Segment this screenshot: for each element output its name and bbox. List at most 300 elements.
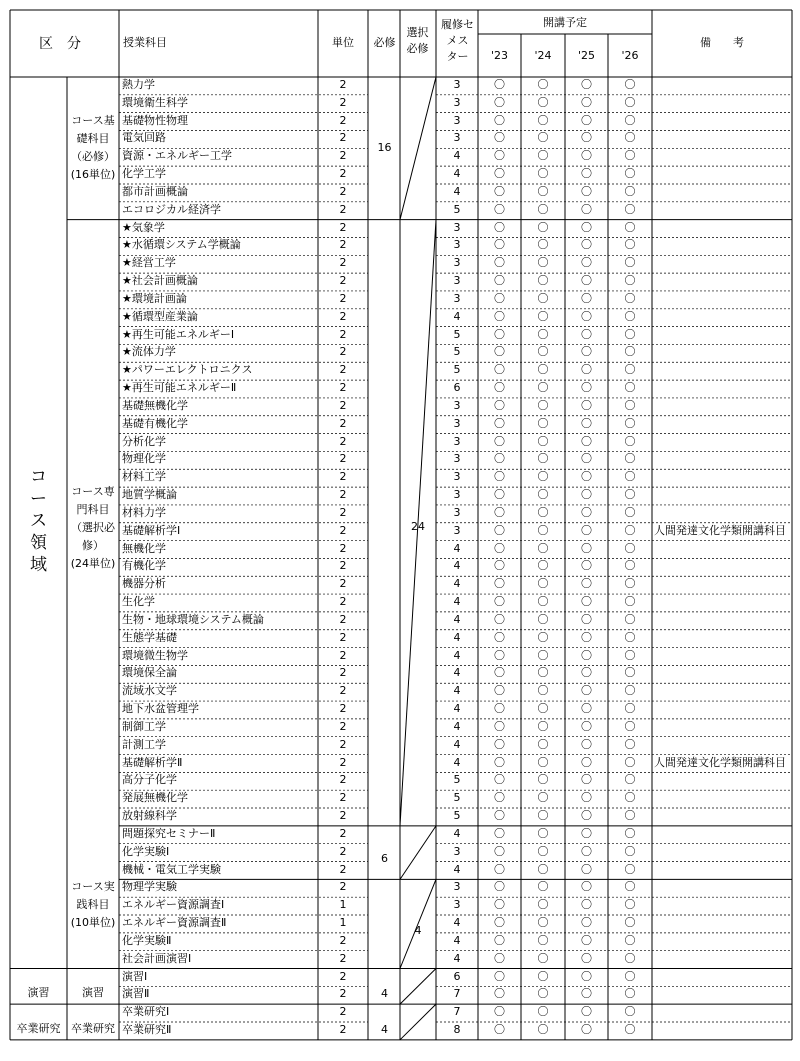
course-semester: 4 [453, 951, 461, 965]
offered-mark: 〇 [494, 737, 505, 751]
offered-mark: 〇 [494, 363, 505, 377]
course-subject: ★気象学 [122, 220, 165, 234]
course-credits: 2 [339, 470, 347, 484]
offered-mark: 〇 [581, 595, 592, 609]
offered-mark: 〇 [494, 702, 505, 716]
course-semester: 4 [453, 648, 461, 662]
offered-mark: 〇 [494, 381, 505, 395]
header-elective-required [400, 25, 435, 57]
offered-mark: 〇 [537, 149, 549, 163]
group-course-area-char5: 域 [30, 555, 47, 575]
offered-mark: 〇 [581, 434, 592, 448]
group-course-area-char4: 領 [30, 533, 47, 553]
course-subject: 分析化学 [122, 434, 166, 448]
course-semester: 7 [453, 1005, 461, 1019]
offered-mark: 〇 [494, 238, 505, 252]
offered-mark: 〇 [537, 345, 549, 359]
offered-mark: 〇 [494, 666, 505, 680]
course-subject: 環境衛生科学 [122, 95, 188, 109]
offered-mark: 〇 [581, 398, 592, 412]
offered-mark: 〇 [537, 220, 549, 234]
course-credits: 2 [339, 773, 347, 787]
offered-mark: 〇 [581, 470, 592, 484]
offered-mark: 〇 [494, 987, 505, 1001]
offered-mark: 〇 [537, 755, 549, 769]
offered-mark: 〇 [581, 202, 592, 216]
offered-mark: 〇 [624, 363, 636, 377]
course-semester: 5 [453, 363, 461, 377]
offered-mark: 〇 [624, 131, 636, 145]
course-semester: 3 [453, 488, 461, 502]
offered-mark: 〇 [581, 951, 592, 965]
group-course-area-char2: ー [30, 489, 47, 509]
course-semester: 3 [453, 131, 461, 145]
course-subject: ★再生可能エネルギーⅡ [122, 381, 237, 395]
offered-mark: 〇 [494, 862, 505, 876]
header-elective-line1: 選択 [406, 26, 429, 39]
offered-mark: 〇 [537, 916, 549, 929]
course-credits: 2 [339, 149, 347, 163]
offered-mark: 〇 [494, 434, 505, 448]
course-semester: 3 [453, 95, 461, 109]
course-credits: 2 [339, 933, 347, 947]
offered-mark: 〇 [624, 541, 636, 555]
course-subject: 卒業研究Ⅰ [122, 1005, 170, 1019]
offered-mark: 〇 [494, 78, 505, 91]
offered-mark: 〇 [494, 880, 505, 894]
offered-mark: 〇 [624, 933, 636, 947]
header-semester [436, 17, 479, 65]
offered-mark: 〇 [537, 1005, 549, 1019]
course-credits: 2 [339, 309, 347, 323]
offered-mark: 〇 [581, 220, 592, 234]
course-credits: 2 [339, 523, 347, 537]
course-semester: 3 [453, 256, 461, 270]
group-course-area-char1: コ [30, 467, 47, 487]
course-credits: 2 [339, 577, 347, 591]
course-subject: ★再生可能エネルギーⅠ [122, 327, 235, 341]
offered-mark: 〇 [494, 256, 505, 270]
offered-mark: 〇 [581, 844, 592, 858]
offered-mark: 〇 [581, 256, 592, 270]
course-subject: 電気回路 [122, 131, 166, 145]
offered-mark: 〇 [494, 826, 505, 840]
course-semester: 4 [453, 933, 461, 947]
offered-mark: 〇 [624, 291, 636, 305]
course-subject: 物理学実験 [122, 880, 177, 894]
header-semester-line3: ター [446, 50, 469, 63]
offered-mark: 〇 [494, 773, 505, 787]
course-semester: 4 [453, 737, 461, 751]
offered-mark: 〇 [537, 488, 549, 502]
course-subject: ★パワーエレクトロニクス [122, 363, 253, 377]
header-planned: 開講予定 [543, 16, 587, 29]
group-specialized-line2: 門科目 [76, 503, 110, 516]
offered-mark: 〇 [624, 719, 636, 733]
offered-mark: 〇 [537, 630, 549, 644]
course-credits: 2 [339, 327, 347, 341]
course-subject: 基礎無機化学 [122, 398, 188, 412]
course-subject: 有機化学 [122, 559, 166, 573]
offered-mark: 〇 [494, 202, 505, 216]
offered-mark: 〇 [537, 898, 549, 912]
course-credits: 2 [339, 844, 347, 858]
course-subject: 卒業研究Ⅱ [122, 1022, 172, 1036]
course-semester: 4 [453, 666, 461, 680]
course-semester: 4 [453, 541, 461, 555]
offered-mark: 〇 [624, 220, 636, 234]
course-credits: 1 [339, 898, 347, 912]
course-semester: 5 [453, 202, 461, 216]
course-credits: 2 [339, 291, 347, 305]
course-credits: 2 [339, 595, 347, 609]
course-semester: 3 [453, 291, 461, 305]
basic-required-total: 16 [377, 141, 392, 154]
course-subject: 基礎解析学Ⅱ [122, 755, 183, 769]
course-subject: 物理化学 [122, 452, 166, 466]
course-semester: 3 [453, 898, 461, 912]
offered-mark: 〇 [537, 398, 549, 412]
offered-mark: 〇 [624, 755, 636, 769]
offered-mark: 〇 [581, 327, 592, 341]
seminar-required-total: 4 [381, 987, 388, 1000]
offered-mark: 〇 [537, 113, 549, 127]
offered-mark: 〇 [624, 434, 636, 448]
course-semester: 3 [453, 398, 461, 412]
offered-mark: 〇 [624, 523, 636, 537]
offered-mark: 〇 [624, 809, 636, 823]
course-subject: 化学工学 [122, 167, 166, 181]
offered-mark: 〇 [494, 755, 505, 769]
offered-mark: 〇 [624, 648, 636, 662]
offered-mark: 〇 [624, 95, 636, 109]
offered-mark: 〇 [581, 488, 592, 502]
offered-mark: 〇 [537, 648, 549, 662]
offered-mark: 〇 [494, 791, 505, 805]
offered-mark: 〇 [537, 505, 549, 519]
course-semester: 4 [453, 577, 461, 591]
course-subject: 無機化学 [122, 541, 166, 555]
course-credits: 1 [339, 916, 347, 929]
header-year-25: '25 [577, 49, 596, 62]
header-credits: 単位 [332, 36, 354, 49]
elective-diagonal [400, 826, 436, 879]
offered-mark: 〇 [624, 666, 636, 680]
group-course-area [10, 466, 67, 576]
offered-mark: 〇 [624, 309, 636, 323]
offered-mark: 〇 [581, 916, 592, 929]
offered-mark: 〇 [624, 862, 636, 876]
course-subject: 計測工学 [122, 737, 166, 751]
offered-mark: 〇 [581, 416, 592, 430]
offered-mark: 〇 [494, 541, 505, 555]
offered-mark: 〇 [581, 452, 592, 466]
offered-mark: 〇 [581, 648, 592, 662]
course-semester: 4 [453, 612, 461, 626]
offered-mark: 〇 [624, 577, 636, 591]
course-semester: 4 [453, 755, 461, 769]
offered-mark: 〇 [494, 719, 505, 733]
course-credits: 2 [339, 630, 347, 644]
offered-mark: 〇 [537, 381, 549, 395]
offered-mark: 〇 [494, 969, 505, 983]
course-credits: 2 [339, 78, 347, 91]
group-practical [67, 878, 119, 932]
offered-mark: 〇 [494, 291, 505, 305]
course-subject: 熱力学 [122, 78, 155, 91]
offered-mark: 〇 [581, 880, 592, 894]
course-semester: 6 [453, 381, 461, 395]
offered-mark: 〇 [537, 291, 549, 305]
course-credits: 2 [339, 791, 347, 805]
offered-mark: 〇 [581, 737, 592, 751]
course-subject: 環境微生物学 [122, 648, 188, 662]
offered-mark: 〇 [494, 951, 505, 965]
course-semester: 6 [453, 969, 461, 983]
course-subject: 資源・エネルギー工学 [122, 149, 232, 163]
course-remark: 人間発達文化学類開講科目 [654, 755, 786, 769]
offered-mark: 〇 [494, 595, 505, 609]
offered-mark: 〇 [624, 345, 636, 359]
offered-mark: 〇 [581, 684, 592, 698]
course-subject: 材料力学 [122, 505, 166, 519]
course-subject: 基礎物性物理 [122, 113, 188, 127]
group-thesis-sub: 卒業研究 [71, 1022, 115, 1035]
offered-mark: 〇 [537, 184, 549, 198]
offered-mark: 〇 [537, 238, 549, 252]
course-subject: 流域水文学 [122, 684, 177, 698]
offered-mark: 〇 [624, 684, 636, 698]
offered-mark: 〇 [624, 630, 636, 644]
header-remarks: 備 考 [700, 36, 744, 49]
offered-mark: 〇 [581, 149, 592, 163]
offered-mark: 〇 [624, 559, 636, 573]
course-subject: 発展無機化学 [122, 791, 188, 805]
offered-mark: 〇 [624, 702, 636, 716]
course-subject: ★経営工学 [122, 256, 176, 270]
course-subject: 基礎解析学Ⅰ [122, 523, 181, 537]
offered-mark: 〇 [624, 452, 636, 466]
group-practical-line1: コース実 [71, 880, 115, 893]
offered-mark: 〇 [581, 363, 592, 377]
offered-mark: 〇 [581, 78, 592, 91]
offered-mark: 〇 [581, 167, 592, 181]
header-semester-line2: メス [446, 34, 469, 47]
offered-mark: 〇 [624, 470, 636, 484]
course-credits: 2 [339, 452, 347, 466]
offered-mark: 〇 [537, 862, 549, 876]
course-credits: 2 [339, 184, 347, 198]
course-semester: 5 [453, 327, 461, 341]
offered-mark: 〇 [494, 612, 505, 626]
practical-required-total: 6 [381, 852, 388, 865]
offered-mark: 〇 [624, 167, 636, 181]
offered-mark: 〇 [624, 149, 636, 163]
elective-diagonal [400, 77, 436, 220]
course-semester: 5 [453, 345, 461, 359]
offered-mark: 〇 [494, 95, 505, 109]
offered-mark: 〇 [494, 470, 505, 484]
course-subject: 地質学概論 [122, 488, 177, 502]
course-semester: 5 [453, 809, 461, 823]
offered-mark: 〇 [494, 648, 505, 662]
offered-mark: 〇 [494, 809, 505, 823]
offered-mark: 〇 [581, 345, 592, 359]
offered-mark: 〇 [537, 523, 549, 537]
course-credits: 2 [339, 113, 347, 127]
course-credits: 2 [339, 684, 347, 698]
offered-mark: 〇 [624, 416, 636, 430]
offered-mark: 〇 [537, 577, 549, 591]
offered-mark: 〇 [624, 78, 636, 91]
course-subject: エネルギー資源調査Ⅰ [122, 898, 225, 912]
offered-mark: 〇 [537, 826, 549, 840]
offered-mark: 〇 [581, 898, 592, 912]
offered-mark: 〇 [624, 274, 636, 288]
offered-mark: 〇 [624, 1005, 636, 1019]
course-subject: 生化学 [122, 595, 155, 609]
course-credits: 2 [339, 951, 347, 965]
course-semester: 4 [453, 862, 461, 876]
offered-mark: 〇 [624, 916, 636, 929]
course-semester: 3 [453, 470, 461, 484]
offered-mark: 〇 [624, 595, 636, 609]
course-semester: 4 [453, 684, 461, 698]
offered-mark: 〇 [537, 541, 549, 555]
offered-mark: 〇 [624, 612, 636, 626]
course-credits: 2 [339, 541, 347, 555]
course-semester: 3 [453, 880, 461, 894]
course-credits: 2 [339, 95, 347, 109]
course-credits: 2 [339, 416, 347, 430]
offered-mark: 〇 [581, 238, 592, 252]
offered-mark: 〇 [537, 416, 549, 430]
course-credits: 2 [339, 1005, 347, 1019]
offered-mark: 〇 [624, 969, 636, 983]
offered-mark: 〇 [581, 291, 592, 305]
offered-mark: 〇 [537, 719, 549, 733]
course-subject: 高分子化学 [122, 773, 177, 787]
group-seminar-sub: 演習 [82, 986, 104, 999]
offered-mark: 〇 [494, 452, 505, 466]
offered-mark: 〇 [537, 327, 549, 341]
course-semester: 4 [453, 916, 461, 929]
offered-mark: 〇 [494, 559, 505, 573]
offered-mark: 〇 [581, 309, 592, 323]
course-subject: ★水循環システム学概論 [122, 238, 241, 252]
offered-mark: 〇 [537, 1022, 549, 1036]
offered-mark: 〇 [494, 220, 505, 234]
offered-mark: 〇 [494, 274, 505, 288]
course-credits: 2 [339, 505, 347, 519]
offered-mark: 〇 [494, 1022, 505, 1036]
course-semester: 3 [453, 416, 461, 430]
offered-mark: 〇 [581, 755, 592, 769]
course-subject: 生物・地球環境システム概論 [122, 612, 264, 626]
course-credits: 2 [339, 434, 347, 448]
offered-mark: 〇 [494, 684, 505, 698]
course-semester: 3 [453, 523, 461, 537]
group-course-area-char3: ス [30, 511, 47, 531]
offered-mark: 〇 [537, 880, 549, 894]
course-subject: 放射線科学 [122, 809, 177, 823]
course-semester: 4 [453, 559, 461, 573]
offered-mark: 〇 [537, 363, 549, 377]
offered-mark: 〇 [581, 933, 592, 947]
course-subject: 制御工学 [122, 719, 166, 733]
header-elective-line2: 必修 [406, 42, 429, 55]
course-credits: 2 [339, 862, 347, 876]
course-subject: 環境保全論 [122, 666, 177, 680]
offered-mark: 〇 [581, 274, 592, 288]
offered-mark: 〇 [581, 559, 592, 573]
course-credits: 2 [339, 969, 347, 983]
offered-mark: 〇 [494, 916, 505, 929]
offered-mark: 〇 [537, 559, 549, 573]
course-subject: 社会計画演習Ⅰ [122, 951, 192, 965]
course-credits: 2 [339, 256, 347, 270]
offered-mark: 〇 [581, 541, 592, 555]
course-subject: 地下水盆管理学 [122, 702, 199, 716]
thesis-required-total: 4 [381, 1023, 388, 1036]
course-subject: 機器分析 [122, 577, 166, 591]
offered-mark: 〇 [494, 1005, 505, 1019]
course-credits: 2 [339, 737, 347, 751]
offered-mark: 〇 [537, 791, 549, 805]
course-subject: エネルギー資源調査Ⅱ [122, 916, 227, 929]
offered-mark: 〇 [581, 969, 592, 983]
offered-mark: 〇 [537, 773, 549, 787]
group-specialized [67, 483, 119, 573]
offered-mark: 〇 [581, 791, 592, 805]
course-semester: 3 [453, 78, 461, 91]
offered-mark: 〇 [537, 809, 549, 823]
offered-mark: 〇 [494, 345, 505, 359]
offered-mark: 〇 [494, 113, 505, 127]
course-subject: 生態学基礎 [122, 630, 177, 644]
offered-mark: 〇 [581, 987, 592, 1001]
course-semester: 3 [453, 505, 461, 519]
offered-mark: 〇 [581, 523, 592, 537]
offered-mark: 〇 [537, 202, 549, 216]
course-semester: 4 [453, 149, 461, 163]
course-semester: 3 [453, 844, 461, 858]
course-credits: 2 [339, 488, 347, 502]
group-basic-line3: （必修） [71, 150, 115, 163]
course-semester: 4 [453, 826, 461, 840]
offered-mark: 〇 [624, 256, 636, 270]
offered-mark: 〇 [537, 951, 549, 965]
offered-mark: 〇 [624, 113, 636, 127]
offered-mark: 〇 [581, 95, 592, 109]
offered-mark: 〇 [624, 202, 636, 216]
offered-mark: 〇 [624, 773, 636, 787]
course-semester: 4 [453, 309, 461, 323]
offered-mark: 〇 [494, 167, 505, 181]
course-semester: 4 [453, 167, 461, 181]
offered-mark: 〇 [581, 505, 592, 519]
course-semester: 4 [453, 184, 461, 198]
offered-mark: 〇 [494, 898, 505, 912]
offered-mark: 〇 [537, 167, 549, 181]
offered-mark: 〇 [624, 791, 636, 805]
offered-mark: 〇 [494, 844, 505, 858]
course-semester: 4 [453, 595, 461, 609]
course-subject: 材料工学 [122, 470, 166, 484]
course-semester: 4 [453, 702, 461, 716]
course-subject: ★社会計画概論 [122, 274, 198, 288]
course-credits: 2 [339, 559, 347, 573]
